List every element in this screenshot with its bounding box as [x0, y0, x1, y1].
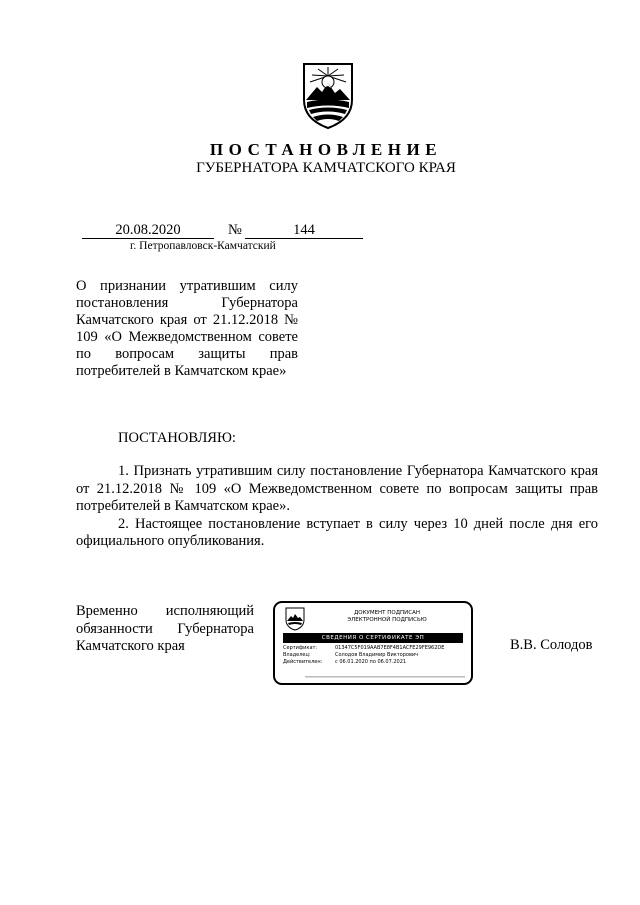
- stamp-coat-of-arms-icon: [285, 607, 305, 631]
- document-title: ПОСТАНОВЛЕНИЕ: [209, 140, 443, 159]
- stamp-row-value: Солодов Владимир Викторович: [335, 652, 419, 658]
- kamchatka-coat-of-arms-icon: [301, 62, 355, 130]
- electronic-signature-stamp: [273, 601, 473, 685]
- stamp-heading: [309, 610, 465, 624]
- document-subtitle: ГУБЕРНАТОРА КАМЧАТСКОГО КРАЯ: [196, 160, 456, 176]
- document-number: 144: [245, 222, 363, 239]
- stamp-row: [283, 645, 465, 652]
- paragraph-1: 1. Признать утратившим силу постановление Губернатора Камчатского края от 21.12.2018 № 109 «О Межведомственном совете по вопросам защиты прав потребителей в Камчатском крае».: [76, 463, 598, 514]
- stamp-details: [283, 645, 465, 666]
- stamp-row-value: с 06.01.2020 по 06.07.2021: [335, 659, 407, 665]
- number-sign: №: [228, 222, 242, 238]
- signer-position: [76, 603, 254, 656]
- stamp-heading-line: ЭЛЕКТРОННОЙ ПОДПИСЬЮ: [347, 617, 427, 623]
- stamp-footer-mark: [305, 675, 465, 679]
- document-subject: О признании утратившим силу постановления Губернатора Камчатского края от 21.12.2018 № 109 «О Межведомственном совете по вопросам защиты прав потребителей в Камчатском крае»: [76, 278, 298, 379]
- stamp-row-label: Владелец:: [283, 652, 311, 658]
- signer-position-line: Камчатского края: [76, 638, 185, 654]
- stamp-certificate-bar: СВЕДЕНИЯ О СЕРТИФИКАТЕ ЭП: [283, 633, 463, 643]
- document-body: [76, 463, 598, 551]
- document-city: г. Петропавловск-Камчатский: [130, 240, 276, 252]
- stamp-row: [283, 652, 465, 659]
- document-date: 20.08.2020: [82, 222, 214, 239]
- signer-name: В.В. Солодов: [510, 637, 593, 653]
- decree-word: ПОСТАНОВЛЯЮ:: [118, 430, 236, 446]
- stamp-row-label: Сертификат:: [283, 645, 318, 651]
- stamp-heading-line: ДОКУМЕНТ ПОДПИСАН: [353, 610, 421, 616]
- stamp-row: [283, 659, 465, 666]
- signer-position-line: обязанности Губернатора: [76, 620, 254, 637]
- stamp-row-value: 01347C5F019AAB7E8F4B1ACFE29FE962DE: [335, 645, 445, 651]
- signer-position-line: Временно исполняющий: [76, 603, 254, 619]
- stamp-row-label: Действителен:: [283, 659, 323, 665]
- paragraph-2: 2. Настоящее постановление вступает в силу через 10 дней после дня его официального опубликования.: [76, 515, 598, 549]
